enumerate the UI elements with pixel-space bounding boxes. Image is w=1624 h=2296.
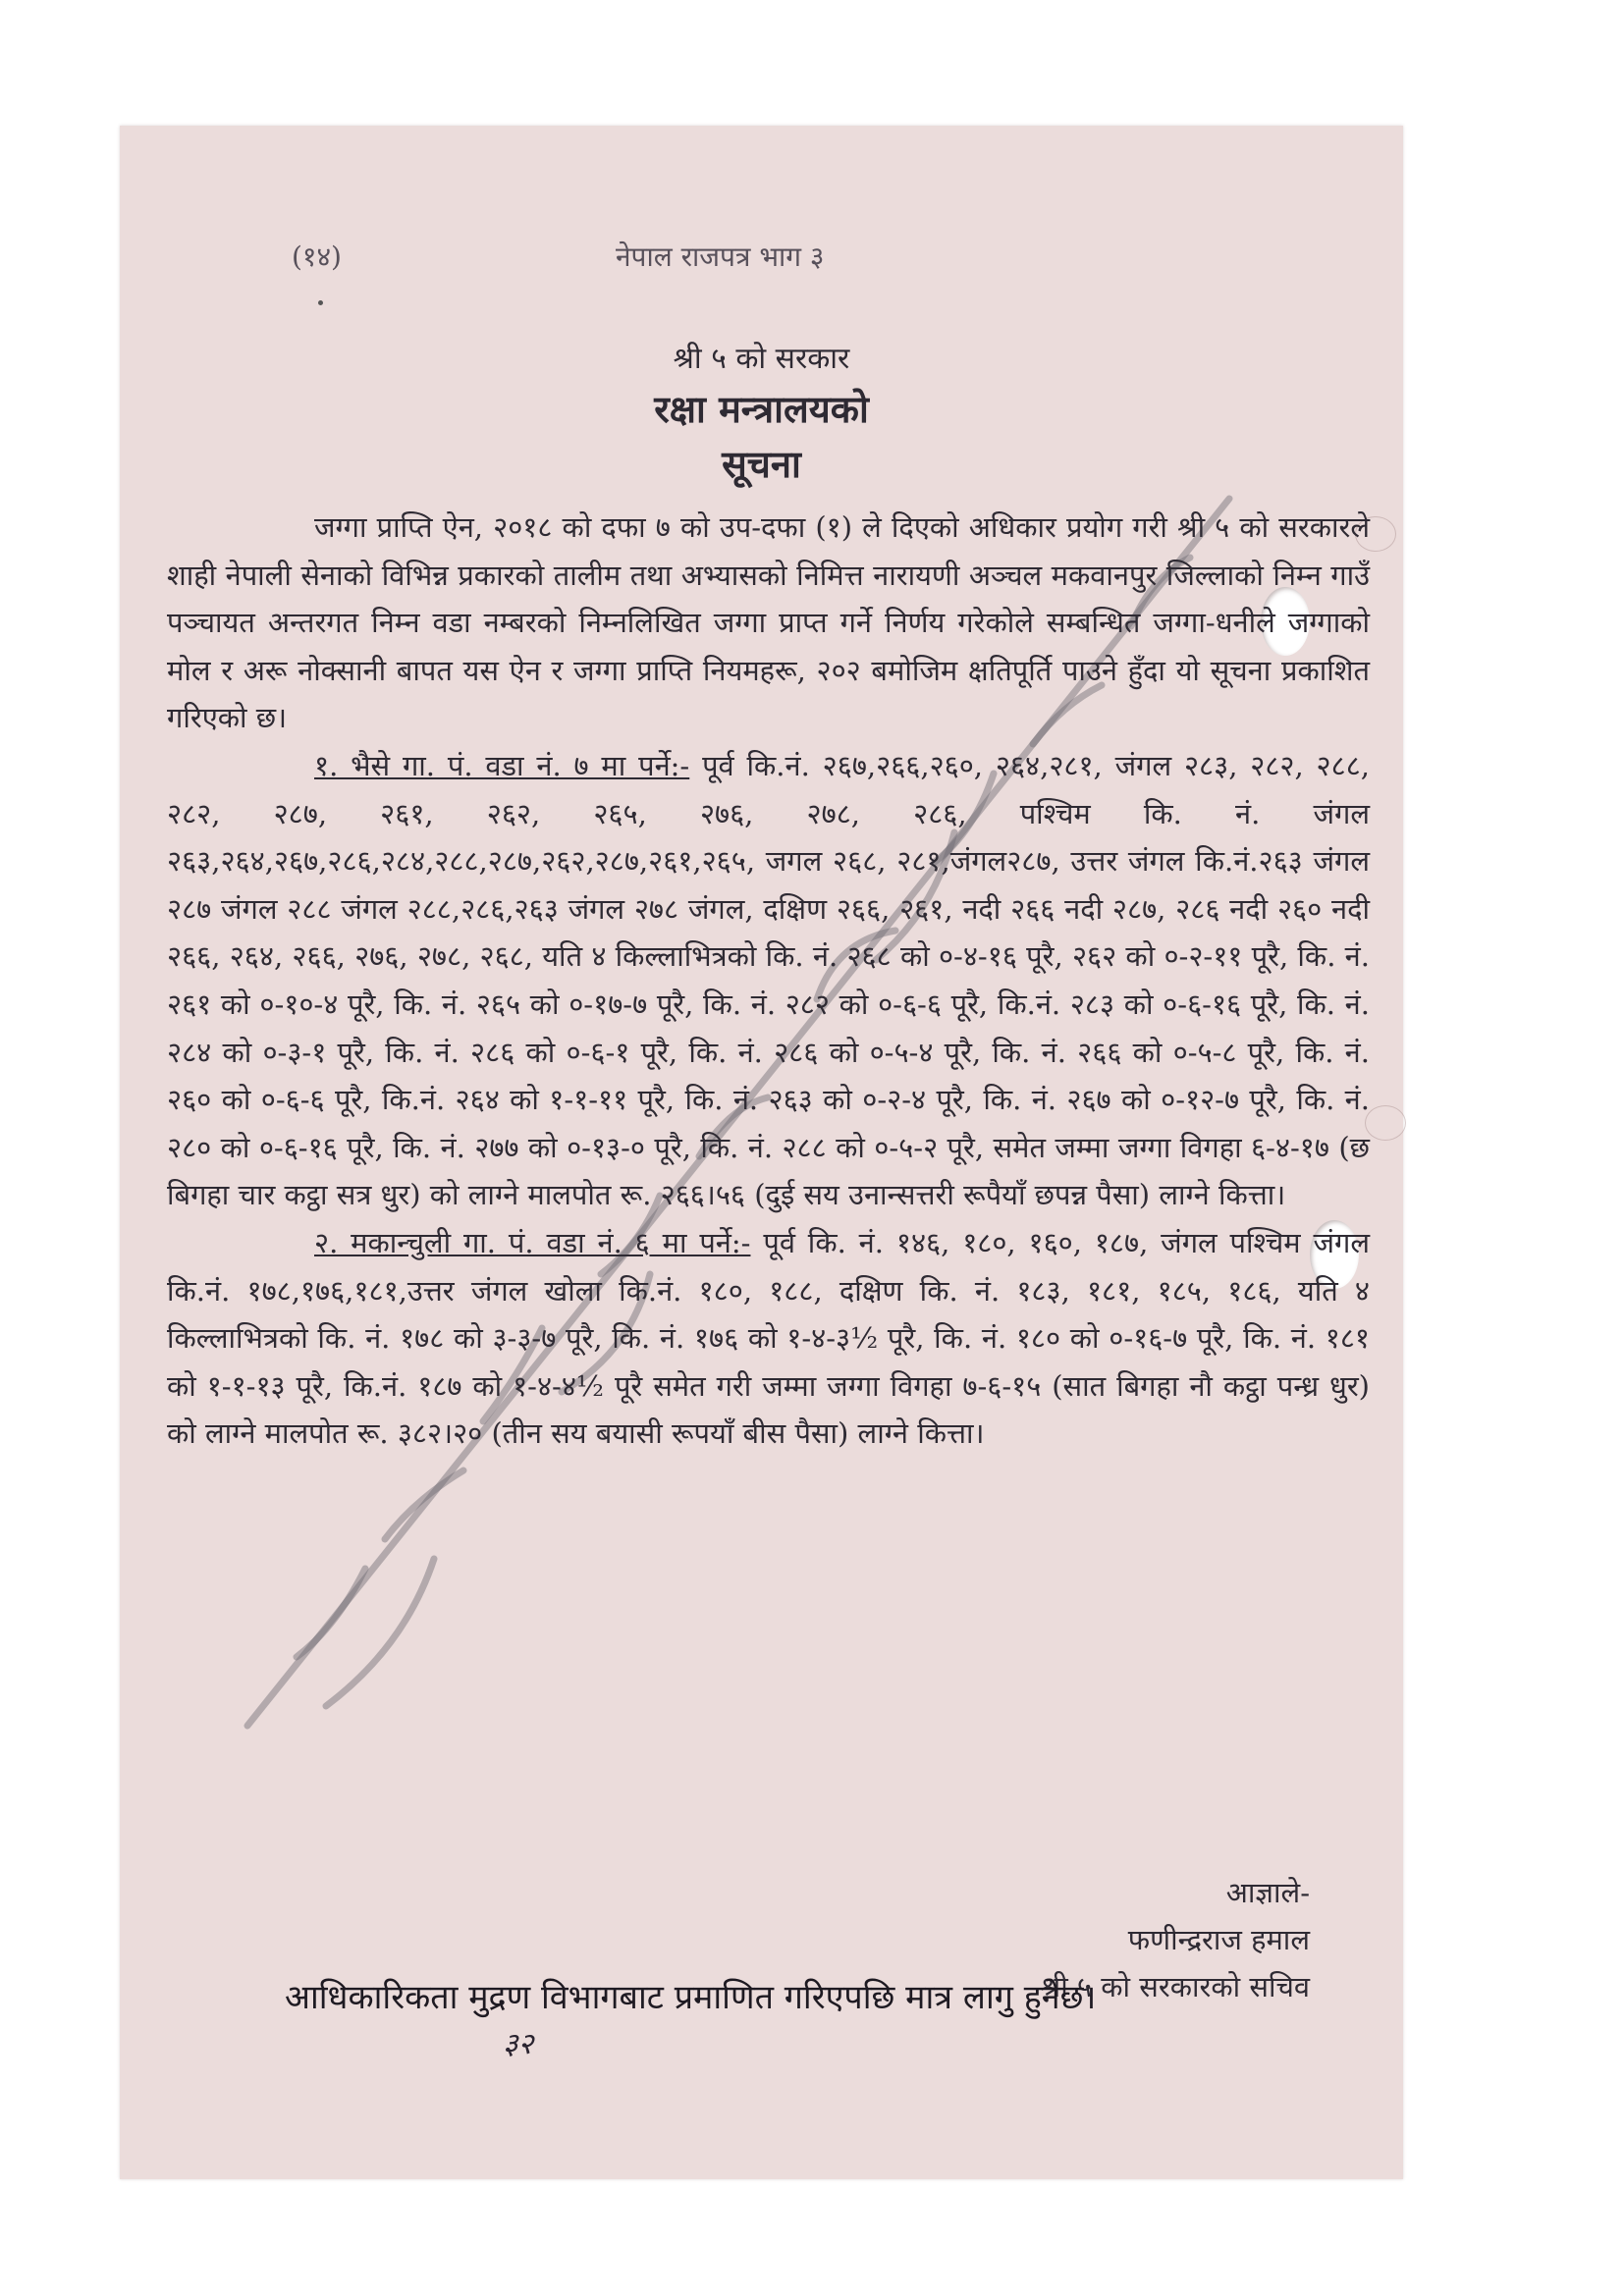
item-1-text: पूर्व कि.नं. २६७,२६६,२६०, २६४,२८१, जंगल २८३, २८२, २८८, २८२, २८७, २६१, २६२, २६५, २७६, २७८, २८६, पश्चिम कि. नं. जंगल २६३,२६४,२६७,२८६,२८४,२८८,२८७,२६२,२८७,२६१,२६५, जगल २६८, २८१,जंगल२८७, उत्तर जंगल कि.नं.२६३ जंगल २८७ जंगल २८८ जंगल २८८,२८६,२६३ जंगल २७८ जंगल, दक्षिण २६६, २६१, नदी २६६ नदी २८७, २८६ नदी २६० नदी २६६, २६४, २६६, २७६, २७८, २६८, यति ४ किल्लाभित्रको कि. नं. २६८ को ०-४-१६ पूरै, २६२ को ०-२-११ पूरै, कि. नं. २६१ को ०-१०-४ पूरै, कि. नं. २६५ को ०-१७-७ पूरै, कि. नं. २८२ को ०-६-६ पूरै, कि.नं. २८३ को ०-६-१६ पूरै, कि. नं. २८४ को ०-३-१ पूरै, कि. नं. २८६ को ०-६-१ पूरै, कि. नं. २८६ को ०-५-४ पूरै, कि. नं. २६६ को ०-५-८ पूरै, कि. नं. २६० को ०-६-६ पूरै, कि.नं. २६४ को १-१-११ पूरै, कि. नं. २६३ को ०-२-४ पूरै, कि. नं. २६७ को ०-१२-७ पूरै, कि. नं. २८० को ०-६-१६ पूरै, कि. नं. २७७ को ०-१३-० पूरै, कि. नं. २८८ को ०-५-२ पूरै, समेत जम्मा जग्गा विगहा ६-४-१७ (छ बिगहा चार कट्ठा सत्र धुर) को लाग्ने मालपोत रू. २६६।५६ (दुई सय उनान्सत्तरी रूपैयाँ छपन्न पैसा) लाग्ने कित्ता। [167, 748, 1370, 1212]
item-2-heading: २. मकान्चुली गा. पं. वडा नं. ६ मा पर्ने:- [314, 1225, 751, 1259]
ministry-title: रक्षा मन्त्रालयको [654, 387, 869, 431]
authentication-note: आधिकारिकता मुद्रण विभागबाट प्रमाणित गरिएपछि मात्र लागु हुनेछ। [285, 1978, 1097, 2017]
item-1-heading: १. भैसे गा. पं. वडा नं. ७ मा पर्ने:- [314, 748, 690, 782]
notice-body [167, 504, 1370, 1458]
page-number: (१४) [292, 240, 342, 273]
paper-crease [1365, 1105, 1406, 1141]
signatory-name: फणीन्द्रराज हमाल [1127, 1923, 1310, 1956]
item-2-paragraph [167, 1219, 1370, 1458]
government-line: श्री ५ को सरकार [673, 342, 850, 376]
signatory-title: श्री ५ को सरकारको सचिव [1040, 1970, 1310, 2003]
handwritten-number: ३२ [503, 2027, 534, 2061]
signature-order: आज्ञाले- [1225, 1876, 1310, 1909]
item-1-paragraph [167, 742, 1370, 1219]
notice-title: सूचना [722, 442, 801, 486]
item-2-text: पूर्व कि. नं. १४६, १८०, १६०, १८७, जंगल पश्चिम जंगल कि.नं. १७८,१७६,१८१,उत्तर जंगल खोला कि.नं. १८०, १८८, दक्षिण कि. नं. १८३, १८१, १८५, १८६, यति ४ किल्लाभित्रको कि. नं. १७८ को ३-३-७ पूरै, कि. नं. १७६ को १-४-३½ पूरै, कि. नं. १८० को ०-१६-७ पूरै, कि. नं. १८१ को १-१-१३ पूरै, कि.नं. १८७ को १-४-४½ पूरै समेत गरी जम्मा जग्गा विगहा ७-६-१५ (सात बिगहा नौ कट्ठा पन्ध्र धुर) को लाग्ने मालपोत रू. ३८२।२० (तीन सय बयासी रूपयाँ बीस पैसा) लाग्ने कित्ता। [167, 1225, 1370, 1451]
gazette-page [120, 126, 1403, 2179]
ink-dot [318, 300, 323, 305]
intro-paragraph: जग्गा प्राप्ति ऐन, २०१८ को दफा ७ को उप-दफा (१) ले दिएको अधिकार प्रयोग गरी श्री ५ को सरकारले शाही नेपाली सेनाको विभिन्न प्रकारको तालीम तथा अभ्यासको निमित्त नारायणी अञ्चल मकवानपुर जिल्लाको निम्न गाउँ पञ्चायत अन्तरगत निम्न वडा नम्बरको निम्नलिखित जग्गा प्राप्त गर्ने निर्णय गरेकोले सम्बन्धित जग्गा-धनीले जग्गाको मोल र अरू नोक्सानी बापत यस ऐन र जग्गा प्राप्ति नियमहरू, २०२ बमोजिम क्षतिपूर्ति पाउने हुँदा यो सूचना प्रकाशित गरिएको छ। [167, 510, 1370, 735]
gazette-title: नेपाल राजपत्र भाग ३ [616, 240, 825, 273]
